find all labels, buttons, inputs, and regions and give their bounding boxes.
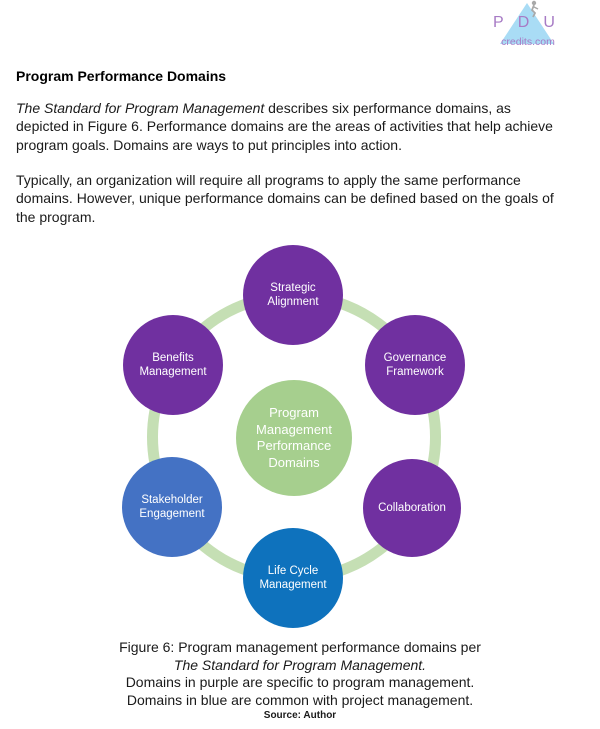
logo-letter-d: D: [517, 14, 530, 31]
paragraph-intro: [16, 99, 566, 154]
page-title: Program Performance Domains: [16, 68, 227, 84]
logo-letter-p: P: [493, 14, 504, 31]
caption-source: Source: Author: [263, 710, 337, 722]
caption-book-title: The Standard for Program Management.: [173, 656, 427, 673]
node-center-program-management: Program Management Performance Domains: [236, 380, 352, 496]
paragraph-intro-rest: describes six performance domains, as depicted in Figure 6. Performance domains are the areas of activities that help achieve program goals. Domains are ways to put principles into action.: [16, 100, 553, 153]
connector-ring: [147, 290, 441, 584]
node-life-cycle-management: Life Cycle Management: [243, 528, 343, 628]
figure-caption: [0, 639, 600, 723]
paragraph-typically: Typically, an organization will require all programs to apply the same performance domains. However, unique performance domains can be defined based on the goals of the program.: [16, 172, 554, 225]
caption-line-1: Figure 6: Program management performance domains per: [119, 639, 481, 655]
node-benefits-management: Benefits Management: [123, 315, 223, 415]
node-strategic-alignment: Strategic Alignment: [243, 245, 343, 345]
italic-book-title: The Standard for Program Management: [16, 100, 265, 116]
node-stakeholder-engagement: Stakeholder Engagement: [122, 457, 222, 557]
node-collaboration: Collaboration: [363, 459, 461, 557]
logo-text: [493, 14, 555, 32]
node-governance-framework: Governance Framework: [365, 315, 465, 415]
caption-purple-note: Domains in purple are specific to program management.: [125, 674, 475, 691]
caption-blue-note: Domains in blue are common with project management.: [126, 691, 474, 708]
logo-letter-u: U: [543, 14, 555, 31]
pducredits-logo[interactable]: [488, 0, 572, 54]
logo-domain-text: credits.com: [501, 36, 555, 48]
